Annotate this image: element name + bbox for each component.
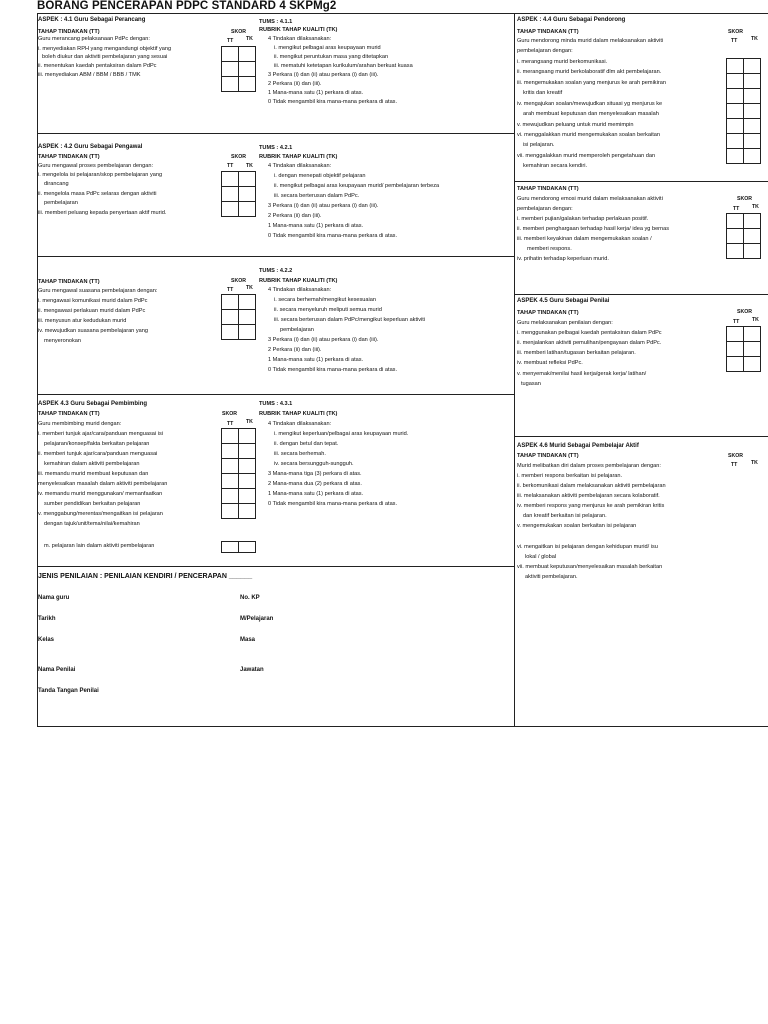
list-item: i. memberi pujian/galakan terhadap perlakuan positif. xyxy=(517,216,649,222)
list-item: kemahiran secara kendiri. xyxy=(523,163,588,169)
score-cell-tk[interactable] xyxy=(239,542,256,553)
score-grid xyxy=(726,213,761,259)
list-item: dan kreatif berkaitan isi pelajaran. xyxy=(523,513,607,519)
score-cell-tt[interactable] xyxy=(222,444,239,459)
score-cell-tk[interactable] xyxy=(744,89,761,104)
score-cell-tk[interactable] xyxy=(744,134,761,149)
score-cell-tk[interactable] xyxy=(239,474,256,489)
score-cell-tt[interactable] xyxy=(222,172,239,187)
rubrik-item: ii. secara menyeluruh meliputi semua murid xyxy=(274,307,382,313)
list-item: vi. mengaitkan isi pelajaran dengan kehidupan murid/ isu xyxy=(517,544,658,550)
tt-label: TT xyxy=(731,38,738,44)
score-cell-tt[interactable] xyxy=(222,62,239,77)
score-cell-tk[interactable] xyxy=(239,202,256,217)
rubrik-item: 3 Perkara (i) dan (ii) atau perkara (i) dan (iii). xyxy=(268,72,379,78)
list-item: ii. menjalankan aktiviti pemulihan/pengayaan dalam PdPc. xyxy=(517,340,662,346)
score-cell-tt[interactable] xyxy=(727,149,744,164)
rubrik-item: ii. dengan betul dan tepat. xyxy=(274,441,339,447)
tahap-tindakan-label: TAHAP TINDAKAN (TT) xyxy=(38,279,100,285)
list-item: iii. memberi peluang kepada penyertaan aktif murid. xyxy=(38,210,167,216)
score-cell-tk[interactable] xyxy=(239,62,256,77)
tt-label: TT xyxy=(227,163,234,169)
score-cell-tk[interactable] xyxy=(744,357,761,372)
tums-label: TUMS : 4.3.1 xyxy=(259,401,293,407)
score-cell-tt[interactable] xyxy=(222,459,239,474)
skor-label: SKOR xyxy=(231,278,246,284)
score-cell-tk[interactable] xyxy=(744,149,761,164)
aspek-4-6-heading: ASPEK 4.6 Murid Sebagai Pembelajar Aktif xyxy=(517,443,639,449)
tt-label: TT xyxy=(733,206,740,212)
list-item: kritis dan kreatif xyxy=(523,90,563,96)
score-cell-tk[interactable] xyxy=(239,325,256,340)
list-item: ii. berkomunikasi dalam melaksanakan aktiviti pembelajaran xyxy=(517,483,666,489)
rubrik-item: i. mengikut keperluan/pelbagai aras keupayaan murid. xyxy=(274,431,409,437)
score-cell-tk[interactable] xyxy=(744,119,761,134)
aspek-4-5-heading: ASPEK 4.5 Guru Sebagai Penilai xyxy=(517,298,610,304)
score-grid xyxy=(726,58,761,164)
list-item: Guru melaksanakan penilaian dengan: xyxy=(517,320,613,326)
list-item: vi. menggalakkan murid mengemukakan soalan berkaitan xyxy=(517,132,661,138)
jenis-penilaian: JENIS PENILAIAN : PENILAIAN KENDIRI / PENCERAPAN ______ xyxy=(38,573,253,580)
tahap-tindakan-label: TAHAP TINDAKAN (TT) xyxy=(517,29,579,35)
aspek-4-2-heading: ASPEK : 4.2 Guru Sebagai Pengawal xyxy=(38,144,143,150)
rubrik-item: iv. secara bersungguh-sungguh. xyxy=(274,461,354,467)
list-item: sumber pendidikan berkaitan pelajaran xyxy=(44,501,141,507)
score-cell-tk[interactable] xyxy=(239,172,256,187)
skor-label: SKOR xyxy=(231,154,246,160)
rubrik-item: pembelajaran xyxy=(280,327,314,333)
divider xyxy=(514,294,768,295)
list-item: ii. merangsang murid berkolaboratif dlm akt pembelajaran. xyxy=(517,69,662,75)
score-grid xyxy=(221,171,256,217)
score-cell-tk[interactable] xyxy=(239,310,256,325)
aspek-4-1-heading: ASPEK : 4.1 Guru Sebagai Perancang xyxy=(38,17,146,23)
score-cell-tt[interactable] xyxy=(222,542,239,553)
rubrik-item: iii. secara berterusan dalam PdPc. xyxy=(274,193,360,199)
score-cell-tt[interactable] xyxy=(222,325,239,340)
score-cell-tt[interactable] xyxy=(727,327,744,342)
rubrik-item: 2 Mana-mana dua (2) perkara di atas. xyxy=(268,481,362,487)
skor-label: SKOR xyxy=(737,309,752,315)
column-divider xyxy=(514,13,515,727)
nama-penilai-label: Nama Penilai xyxy=(38,667,76,673)
score-cell-tt[interactable] xyxy=(222,47,239,62)
tahap-tindakan-label: TAHAP TINDAKAN (TT) xyxy=(517,186,579,192)
list-item: ii. memberi penghargaan terhadap hasil kerja/ idea yg bernas xyxy=(517,226,670,232)
score-cell-tt[interactable] xyxy=(727,59,744,74)
rubrik-item: 2 Perkara (ii) dan (iii). xyxy=(268,347,322,353)
score-cell-tk[interactable] xyxy=(239,504,256,519)
score-cell-tk[interactable] xyxy=(744,104,761,119)
tums-label: TUMS : 4.2.1 xyxy=(259,145,293,151)
list-item: Guru mendorong emosi murid dalam melaksanakan aktiviti xyxy=(517,196,663,202)
page-title: BORANG PENCERAPAN PDPC STANDARD 4 SKPMg2 xyxy=(37,0,337,12)
score-grid xyxy=(221,428,256,519)
list-item: Guru mengawal suasana pembelajaran dengan: xyxy=(38,288,158,294)
list-item: menyelesaikan masalah dalam aktiviti pembelajaran xyxy=(38,481,168,487)
list-item: iii. memberi latihan/tugasan berkaitan pelajaran. xyxy=(517,350,636,356)
rubrik-item: 0 Tidak mengambil kira mana-mana perkara di atas. xyxy=(268,99,398,105)
score-cell-tk[interactable] xyxy=(744,59,761,74)
score-cell-tt[interactable] xyxy=(222,504,239,519)
list-item: boleh diukur dan aktiviti pembelajaran yang sesuai xyxy=(42,54,168,60)
tahap-tindakan-label: TAHAP TINDAKAN (TT) xyxy=(517,453,579,459)
list-item: pembelajaran dengan: xyxy=(517,48,573,54)
rubrik-item: 4 Tindakan dilaksanakan: xyxy=(268,421,332,427)
list-item: iii. melaksanakan aktiviti pembelajaran secara kolaboratif. xyxy=(517,493,660,499)
rubrik-label: RUBRIK TAHAP KUALITI (TK) xyxy=(259,27,338,33)
list-item: menyeronokan xyxy=(44,338,82,344)
list-item: Guru membimbing murid dengan: xyxy=(38,421,122,427)
mata-pelajaran-label: M/Pelajaran xyxy=(240,616,274,622)
score-cell-tk[interactable] xyxy=(239,47,256,62)
tk-label: TK xyxy=(751,460,758,466)
list-item: i. merangsang murid berkomunikasi. xyxy=(517,59,608,65)
rubrik-item: 2 Perkara (ii) dan (iii). xyxy=(268,213,322,219)
tt-label: TT xyxy=(731,462,738,468)
score-cell-tk[interactable] xyxy=(239,187,256,202)
tahap-tindakan-label: TAHAP TINDAKAN (TT) xyxy=(517,310,579,316)
no-kp-label: No. KP xyxy=(240,595,260,601)
divider xyxy=(37,133,514,134)
rubrik-item: iii. mematuhi ketetapan kurikulum/arahan berkuat kuasa xyxy=(274,63,413,69)
list-item: i. mengawasi komunikasi murid dalam PdPc xyxy=(38,298,148,304)
rubrik-item: 1 Mana-mana satu (1) perkara di atas. xyxy=(268,357,364,363)
divider xyxy=(37,256,514,257)
skor-label: SKOR xyxy=(231,29,246,35)
score-grid xyxy=(221,46,256,92)
rubrik-item: 3 Perkara (i) dan (ii) atau perkara (i) dan (iii). xyxy=(268,337,379,343)
list-item: ii. mengelola masa PdPc selaras dengan aktiviti xyxy=(38,191,157,197)
aspek-4-3-heading: ASPEK 4.3 Guru Sebagai Pembimbing xyxy=(38,401,148,407)
skor-label: SKOR xyxy=(728,29,743,35)
list-item: v. menyemak/menilai hasil kerja/gerak kerja/ latihan/ xyxy=(517,371,647,377)
list-item: ii. mengawasi perlakuan murid dalam PdPc xyxy=(38,308,146,314)
tk-label: TK xyxy=(752,317,759,323)
score-cell-tk[interactable] xyxy=(239,444,256,459)
tk-label: TK xyxy=(752,204,759,210)
list-item: Guru mengawal proses pembelajaran dengan: xyxy=(38,163,154,169)
aspek-4-4-heading: ASPEK : 4.4 Guru Sebagai Pendorong xyxy=(517,17,626,23)
rubrik-label: RUBRIK TAHAP KUALITI (TK) xyxy=(259,154,338,160)
rubrik-item: 4 Tindakan dilaksanakan: xyxy=(268,287,332,293)
list-item: Guru merancang pelaksanaan PdPc dengan: xyxy=(38,36,150,42)
tums-label: TUMS : 4.1.1 xyxy=(259,19,293,25)
list-item: iv. mewujudkan suasana pembelajaran yang xyxy=(38,328,148,334)
score-cell-tt[interactable] xyxy=(727,74,744,89)
score-grid xyxy=(726,326,761,372)
tahap-tindakan-label: TAHAP TINDAKAN (TT) xyxy=(38,411,100,417)
tk-label: TK xyxy=(246,285,253,291)
rubrik-item: 1 Mana-mana satu (1) perkara di atas. xyxy=(268,491,364,497)
list-item: iv. memberi respons yang menjurus ke arah pemikiran kritis xyxy=(517,503,665,509)
rubrik-item: iii. secara berhemah. xyxy=(274,451,326,457)
score-cell-tk[interactable] xyxy=(744,244,761,259)
list-item: aktiviti pembelajaran. xyxy=(525,574,578,580)
rubrik-label: RUBRIK TAHAP KUALITI (TK) xyxy=(259,411,338,417)
tarikh-label: Tarikh xyxy=(38,616,56,622)
list-item: kemahiran dalam aktiviti pembelajaran xyxy=(44,461,140,467)
rubrik-item: 3 Perkara (i) dan (ii) atau perkara (i) dan (iii). xyxy=(268,203,379,209)
list-item: iii. memberi keyakinan dalam mengemukakan soalan / xyxy=(517,236,652,242)
divider xyxy=(37,566,514,567)
score-cell-tt[interactable] xyxy=(727,244,744,259)
divider xyxy=(37,394,514,395)
list-item: isi pelajaran. xyxy=(523,142,555,148)
rubrik-item: 2 Perkara (ii) dan (iii). xyxy=(268,81,322,87)
list-item: i. menggunakan pelbagai kaedah pentaksiran dalam PdPc xyxy=(517,330,662,336)
rubrik-item: 4 Tindakan dilaksanakan: xyxy=(268,36,332,42)
list-item: dengan tajuk/unit/tema/nilai/kemahiran xyxy=(44,521,140,527)
list-item: pelajaran/konsep/fakta berkaitan pelajaran xyxy=(44,441,150,447)
skor-label: SKOR xyxy=(728,453,743,459)
tk-label: TK xyxy=(751,36,758,42)
score-cell-tt[interactable] xyxy=(222,77,239,92)
rubrik-label: RUBRIK TAHAP KUALITI (TK) xyxy=(259,278,338,284)
rubrik-item: 3 Mana-mana tiga (3) perkara di atas. xyxy=(268,471,362,477)
kelas-label: Kelas xyxy=(38,637,55,643)
tk-label: TK xyxy=(246,163,253,169)
score-cell-tk[interactable] xyxy=(239,295,256,310)
divider xyxy=(514,181,768,182)
list-item: iii. menyediakan ABM / BBM / BBB / TMK xyxy=(38,72,141,78)
tt-label: TT xyxy=(227,421,234,427)
rubrik-item: 0 Tidak mengambil kira mana-mana perkara di atas. xyxy=(268,233,398,239)
divider xyxy=(514,436,768,437)
score-cell-tt[interactable] xyxy=(727,342,744,357)
tahap-tindakan-label: TAHAP TINDAKAN (TT) xyxy=(38,154,100,160)
rubrik-item: ii. mengikut peruntukan masa yang ditetapkan xyxy=(274,54,389,60)
list-item: i. mengelola isi pelajaran/skop pembelajaran yang xyxy=(38,172,163,178)
score-cell-tt[interactable] xyxy=(727,357,744,372)
skor-label: SKOR xyxy=(737,196,752,202)
tums-label: TUMS : 4.2.2 xyxy=(259,268,293,274)
list-item: lokal / global xyxy=(525,554,557,560)
list-item: vii. membuat keputusan/menyelesaikan masalah berkaitan xyxy=(517,564,663,570)
score-cell-tt[interactable] xyxy=(727,104,744,119)
tk-label: TK xyxy=(246,419,253,425)
list-item: i. memberi respons berkaitan isi pelajaran. xyxy=(517,473,623,479)
rubrik-item: i. secara berhemah/mengikut kesesuaian xyxy=(274,297,376,303)
list-item: pembelajaran dengan: xyxy=(517,206,573,212)
score-cell-tk[interactable] xyxy=(239,77,256,92)
list-item: v. menggabung/merentas/mengaitkan isi pelajaran xyxy=(38,511,163,517)
list-item: Guru mendorong minda murid dalam melaksanakan aktiviti xyxy=(517,38,664,44)
rubrik-item: i. mengikut pelbagai aras keupayaan murid xyxy=(274,45,381,51)
score-cell-tt[interactable] xyxy=(222,489,239,504)
nama-guru-label: Nama guru xyxy=(38,595,70,601)
form-frame xyxy=(37,13,768,727)
score-cell-tt[interactable] xyxy=(727,89,744,104)
jawatan-label: Jawatan xyxy=(240,667,264,673)
list-item: iv. mengajukan soalan/mewujudkan situasi yg menjurus ke xyxy=(517,101,663,107)
list-item: dirancang xyxy=(44,181,69,187)
rubrik-item: 1 Mana-mana satu (1) perkara di atas. xyxy=(268,90,364,96)
tahap-tindakan-label: TAHAP TINDAKAN (TT) xyxy=(38,29,100,35)
rubrik-item: 4 Tindakan dilaksanakan: xyxy=(268,163,332,169)
list-item: pembelajaran xyxy=(44,200,78,206)
score-cell-tt[interactable] xyxy=(727,134,744,149)
list-item: iv. membuat refleksi PdPc. xyxy=(517,360,583,366)
list-item: tugasan xyxy=(521,381,541,387)
score-cell-tk[interactable] xyxy=(744,327,761,342)
score-cell-tt[interactable] xyxy=(222,202,239,217)
masa-label: Masa xyxy=(240,637,256,643)
list-item: iii. memandu murid membuat keputusan dan xyxy=(38,471,149,477)
score-cell-tk[interactable] xyxy=(239,459,256,474)
list-item: Murid melibatkan diri dalam proses pembelajaran dengan: xyxy=(517,463,661,469)
score-cell-tt[interactable] xyxy=(222,429,239,444)
list-item: v. mengemukakan soalan berkaitan isi pelajaran xyxy=(517,523,637,529)
score-cell-tt[interactable] xyxy=(222,187,239,202)
list-item: m. pelajaran lain dalam aktiviti pembelajaran xyxy=(44,543,155,549)
list-item: arah membuat keputusan dan menyelesaikan masalah xyxy=(523,111,659,117)
rubrik-item: iii. secara berterusan dalam PdPc/mengikut keperluan aktiviti xyxy=(274,317,426,323)
list-item: iii. menyusun atur kedudukan murid xyxy=(38,318,127,324)
score-cell-tk[interactable] xyxy=(239,489,256,504)
list-item: iv. memandu murid menggunakan/ memanfaatkan xyxy=(38,491,163,497)
rubrik-item: 0 Tidak mengambil kira mana-mana perkara di atas. xyxy=(268,501,398,507)
score-cell-tt[interactable] xyxy=(222,295,239,310)
score-cell-tt[interactable] xyxy=(222,310,239,325)
score-cell-tk[interactable] xyxy=(744,214,761,229)
score-cell-tk[interactable] xyxy=(239,429,256,444)
score-grid xyxy=(221,541,256,553)
score-cell-tk[interactable] xyxy=(744,74,761,89)
list-item: ii. menentukan kaedah pentaksiran dalam PdPc xyxy=(38,63,157,69)
list-item: i. menyediakan RPH yang mengandungi objektif yang xyxy=(38,46,172,52)
list-item: ii. memberi tunjuk ajar/cara/panduan menguasai xyxy=(38,451,158,457)
list-item: vii. menggalakkan murid memperoleh pengetahuan dan xyxy=(517,153,656,159)
rubrik-item: 1 Mana-mana satu (1) perkara di atas. xyxy=(268,223,364,229)
score-cell-tt[interactable] xyxy=(727,119,744,134)
score-grid xyxy=(221,294,256,340)
score-cell-tt[interactable] xyxy=(727,214,744,229)
rubrik-item: 0 Tidak mengambil kira mana-mana perkara di atas. xyxy=(268,367,398,373)
tt-label: TT xyxy=(733,319,740,325)
tk-label: TK xyxy=(246,36,253,42)
tt-label: TT xyxy=(227,287,234,293)
skor-label: SKOR xyxy=(222,411,237,417)
list-item: i. memberi tunjuk ajar/cara/panduan menguasai isi xyxy=(38,431,163,437)
rubrik-item: i. dengan menepati objektif pelajaran xyxy=(274,173,366,179)
list-item: iii. mengemukakan soalan yang menjurus ke arah pemikiran xyxy=(517,80,666,86)
list-item: iv. prihatin terhadap keperluan murid. xyxy=(517,256,609,262)
score-cell-tk[interactable] xyxy=(744,342,761,357)
score-cell-tt[interactable] xyxy=(222,474,239,489)
rubrik-item: ii. mengikut pelbagai aras keupayaan murid/ pembelajaran terbeza xyxy=(274,183,440,189)
list-item: memberi respons. xyxy=(527,246,572,252)
list-item: v. mewujudkan peluang untuk murid memimpin xyxy=(517,122,634,128)
score-cell-tk[interactable] xyxy=(744,229,761,244)
score-cell-tt[interactable] xyxy=(727,229,744,244)
tanda-tangan-label: Tanda Tangan Penilai xyxy=(38,688,99,694)
tt-label: TT xyxy=(227,38,234,44)
